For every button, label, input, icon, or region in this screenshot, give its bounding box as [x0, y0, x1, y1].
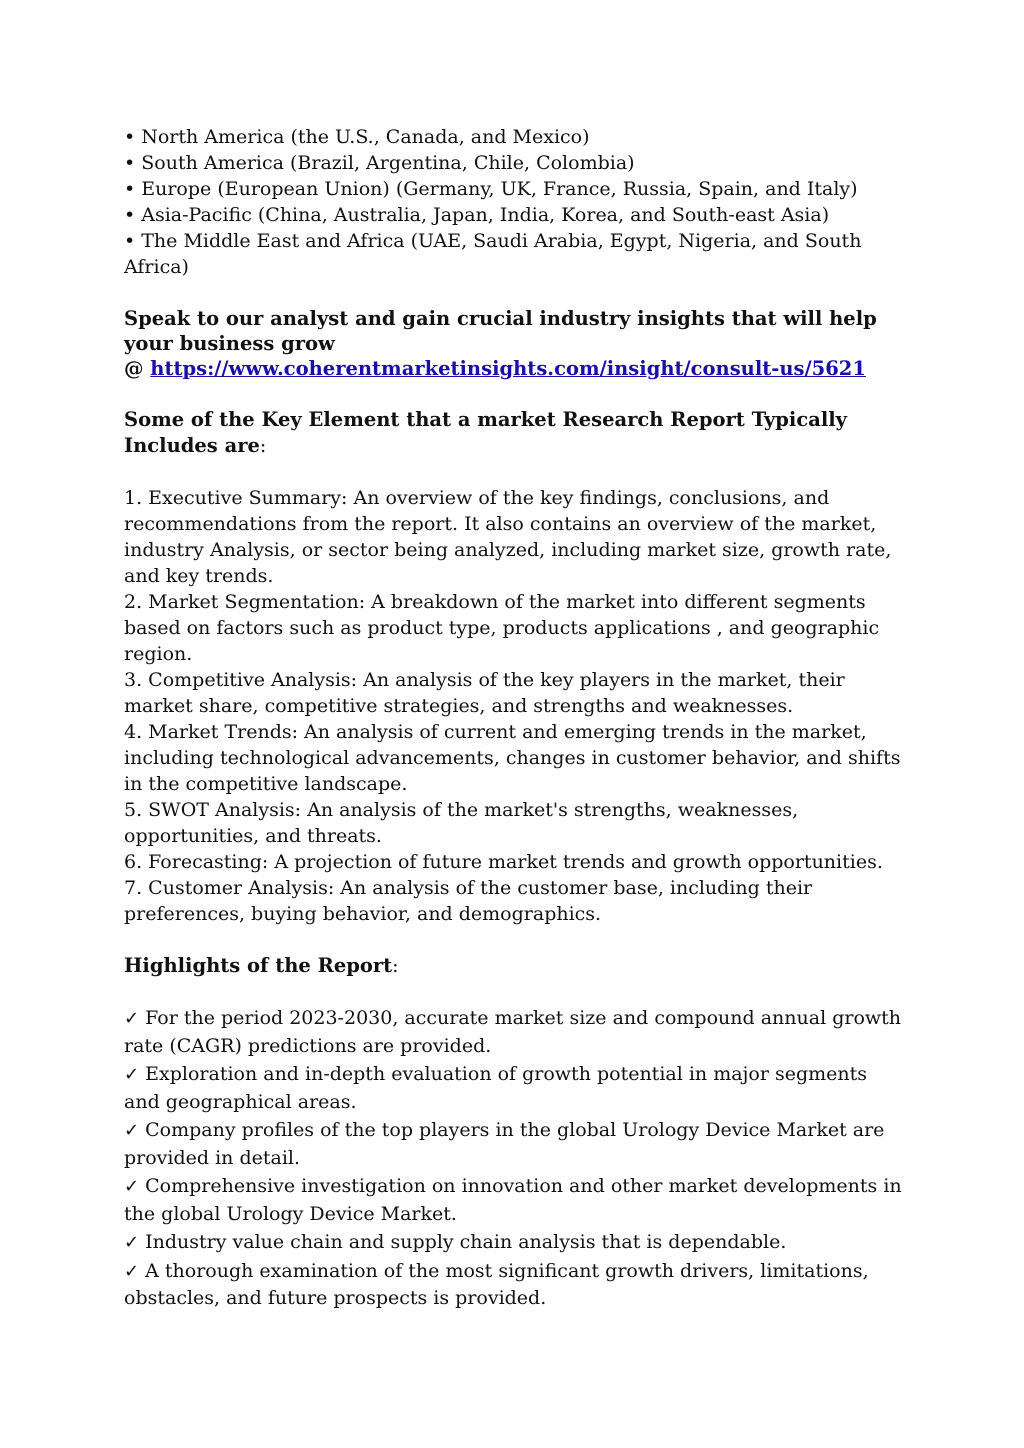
analyst-section	[124, 306, 904, 381]
list-item: 5. SWOT Analysis: An analysis of the market's strengths, weaknesses, opportunities, and threats.	[124, 799, 799, 847]
check-icon: ✓	[124, 1064, 140, 1085]
document-page	[124, 124, 904, 1314]
spacer	[124, 459, 904, 485]
highlight-item	[124, 1258, 904, 1313]
key-elements-list	[124, 485, 904, 927]
highlight-text: Exploration and in-depth evaluation of growth potential in major segments and geographical areas.	[124, 1063, 868, 1113]
highlight-text: Company profiles of the top players in the global Urology Device Market are provided in detail.	[124, 1119, 885, 1169]
highlight-text: Industry value chain and supply chain analysis that is dependable.	[145, 1231, 787, 1253]
analyst-link-line	[124, 356, 904, 381]
region-list	[124, 124, 904, 280]
highlight-item	[124, 1117, 904, 1172]
spacer	[124, 927, 904, 953]
region-item: • Asia-Pacific (China, Australia, Japan, India, Korea, and South-east Asia)	[124, 204, 830, 226]
check-icon: ✓	[124, 1260, 140, 1282]
heading-colon: :	[392, 955, 399, 977]
consult-link[interactable]: https://www.coherentmarketinsights.com/insight/consult-us/5621	[150, 357, 866, 380]
spacer	[124, 280, 904, 306]
analyst-heading: Speak to our analyst and gain crucial industry insights that will help your business grow	[124, 307, 877, 355]
highlight-text: A thorough examination of the most significant growth drivers, limitations, obstacles, and future prospects is provided.	[124, 1259, 869, 1309]
region-item: • Europe (European Union) (Germany, UK, France, Russia, Spain, and Italy)	[124, 178, 858, 200]
region-item: • North America (the U.S., Canada, and Mexico)	[124, 126, 590, 148]
highlight-text: For the period 2023-2030, accurate market size and compound annual growth rate (CAGR) predictions are provided.	[124, 1007, 902, 1057]
highlights-heading-line	[124, 953, 904, 979]
list-item: 1. Executive Summary: An overview of the key findings, conclusions, and recommendations from the report. It also contains an overview of the market, industry Analysis, or sector being analyzed, including market size, growth rate, and key trends.	[124, 487, 892, 587]
region-item: • The Middle East and Africa (UAE, Saudi Arabia, Egypt, Nigeria, and South Africa)	[124, 230, 862, 278]
spacer	[124, 381, 904, 407]
list-item: 2. Market Segmentation: A breakdown of the market into different segments based on factors such as product type, products applications , and geographic region.	[124, 591, 880, 665]
key-elements-section	[124, 407, 904, 927]
check-icon: ✓	[124, 1120, 140, 1141]
highlights-heading: Highlights of the Report	[124, 954, 393, 977]
heading-colon: :	[259, 435, 267, 457]
check-icon: ✓	[124, 1232, 140, 1253]
highlights-list	[124, 1005, 904, 1313]
check-icon: ✓	[124, 1176, 140, 1197]
spacer	[124, 979, 904, 1005]
list-item: 6. Forecasting: A projection of future market trends and growth opportunities.	[124, 851, 883, 873]
list-item: 4. Market Trends: An analysis of current and emerging trends in the market, including technological advancements, changes in customer behavior, and shifts in the competitive landscape.	[124, 721, 901, 795]
check-icon: ✓	[124, 1008, 140, 1029]
key-elements-heading: Some of the Key Element that a market Research Report Typically Includes are	[124, 408, 847, 457]
highlight-item	[124, 1005, 904, 1060]
region-item: • South America (Brazil, Argentina, Chile, Colombia)	[124, 152, 635, 174]
highlights-section	[124, 953, 904, 1313]
highlight-text: Comprehensive investigation on innovation and other market developments in the global Urology Device Market.	[124, 1175, 902, 1225]
list-item: 7. Customer Analysis: An analysis of the customer base, including their preferences, buying behavior, and demographics.	[124, 877, 813, 925]
key-elements-heading-line	[124, 407, 904, 459]
highlight-item	[124, 1229, 904, 1257]
highlight-item	[124, 1173, 904, 1228]
highlight-item	[124, 1061, 904, 1116]
list-item: 3. Competitive Analysis: An analysis of the key players in the market, their market share, competitive strategies, and strengths and weaknesses.	[124, 669, 845, 717]
at-prefix: @	[124, 357, 151, 380]
